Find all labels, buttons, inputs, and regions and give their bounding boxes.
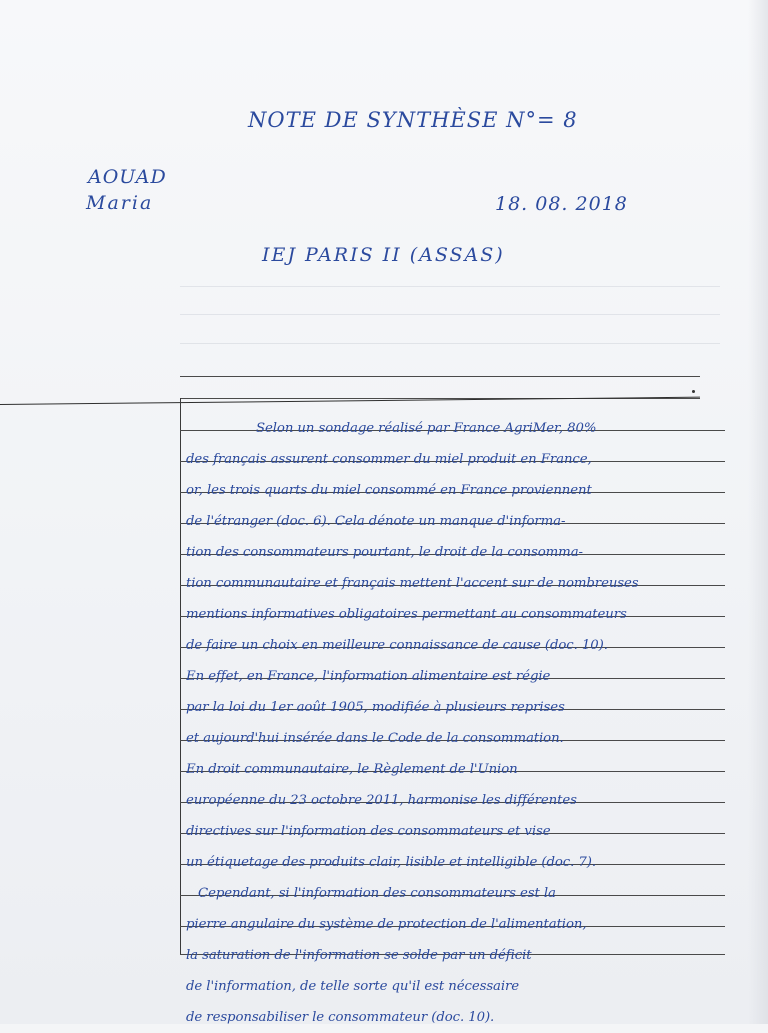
document-title: NOTE DE SYNTHÈSE N°= 8 (248, 108, 578, 132)
margin-line (180, 398, 181, 954)
text-line: Cependant, si l'information des consommateurs est la (198, 886, 556, 901)
text-line: tion des consommateurs pourtant, le droit de la consomma- (186, 545, 583, 560)
text-line: En effet, en France, l'information alimentaire est régie (186, 669, 551, 684)
ruled-line (180, 376, 700, 377)
text-line: la saturation de l'information se solde par un déficit (186, 948, 532, 963)
text-line: et aujourd'hui insérée dans le Code de la consommation. (186, 731, 564, 746)
author-first-name: Maria (86, 192, 154, 214)
ink-dot (692, 390, 695, 393)
text-line: pierre angulaire du système de protection de l'alimentation, (186, 917, 587, 932)
text-line: or, les trois quarts du miel consommé en France proviennent (186, 483, 592, 498)
text-line: Selon un sondage réalisé par France AgriMer, 80% (256, 421, 597, 436)
text-line: mentions informatives obligatoires permettant au consommateurs (186, 607, 627, 622)
text-line: des français assurent consommer du miel produit en France, (186, 452, 592, 467)
text-line: de responsabiliser le consommateur (doc. 10). (186, 1010, 495, 1025)
faint-rule (180, 286, 720, 287)
document-date: 18. 08. 2018 (495, 193, 628, 215)
page-edge-shadow (748, 0, 768, 1024)
faint-rule (180, 343, 720, 344)
text-line: En droit communautaire, le Règlement de l'Union (186, 762, 518, 777)
text-line: tion communautaire et français mettent l'accent sur de nombreuses (186, 576, 639, 591)
text-line: de l'information, de telle sorte qu'il est nécessaire (186, 979, 520, 994)
faint-rule (180, 314, 720, 315)
handwritten-paragraph (186, 413, 746, 1033)
text-line: directives sur l'information des consommateurs et vise (186, 824, 551, 839)
text-line: européenne du 23 octobre 2011, harmonise les différentes (186, 793, 577, 808)
text-line: de faire un choix en meilleure connaissance de cause (doc. 10). (186, 638, 608, 653)
text-line: un étiquetage des produits clair, lisible et intelligible (doc. 7). (186, 855, 596, 870)
school-name: IEJ PARIS II (ASSAS) (262, 244, 505, 266)
text-line: par la loi du 1er août 1905, modifiée à plusieurs reprises (186, 700, 565, 715)
author-last-name: AOUAD (88, 166, 167, 188)
text-line: de l'étranger (doc. 6). Cela dénote un manque d'informa- (186, 514, 566, 529)
